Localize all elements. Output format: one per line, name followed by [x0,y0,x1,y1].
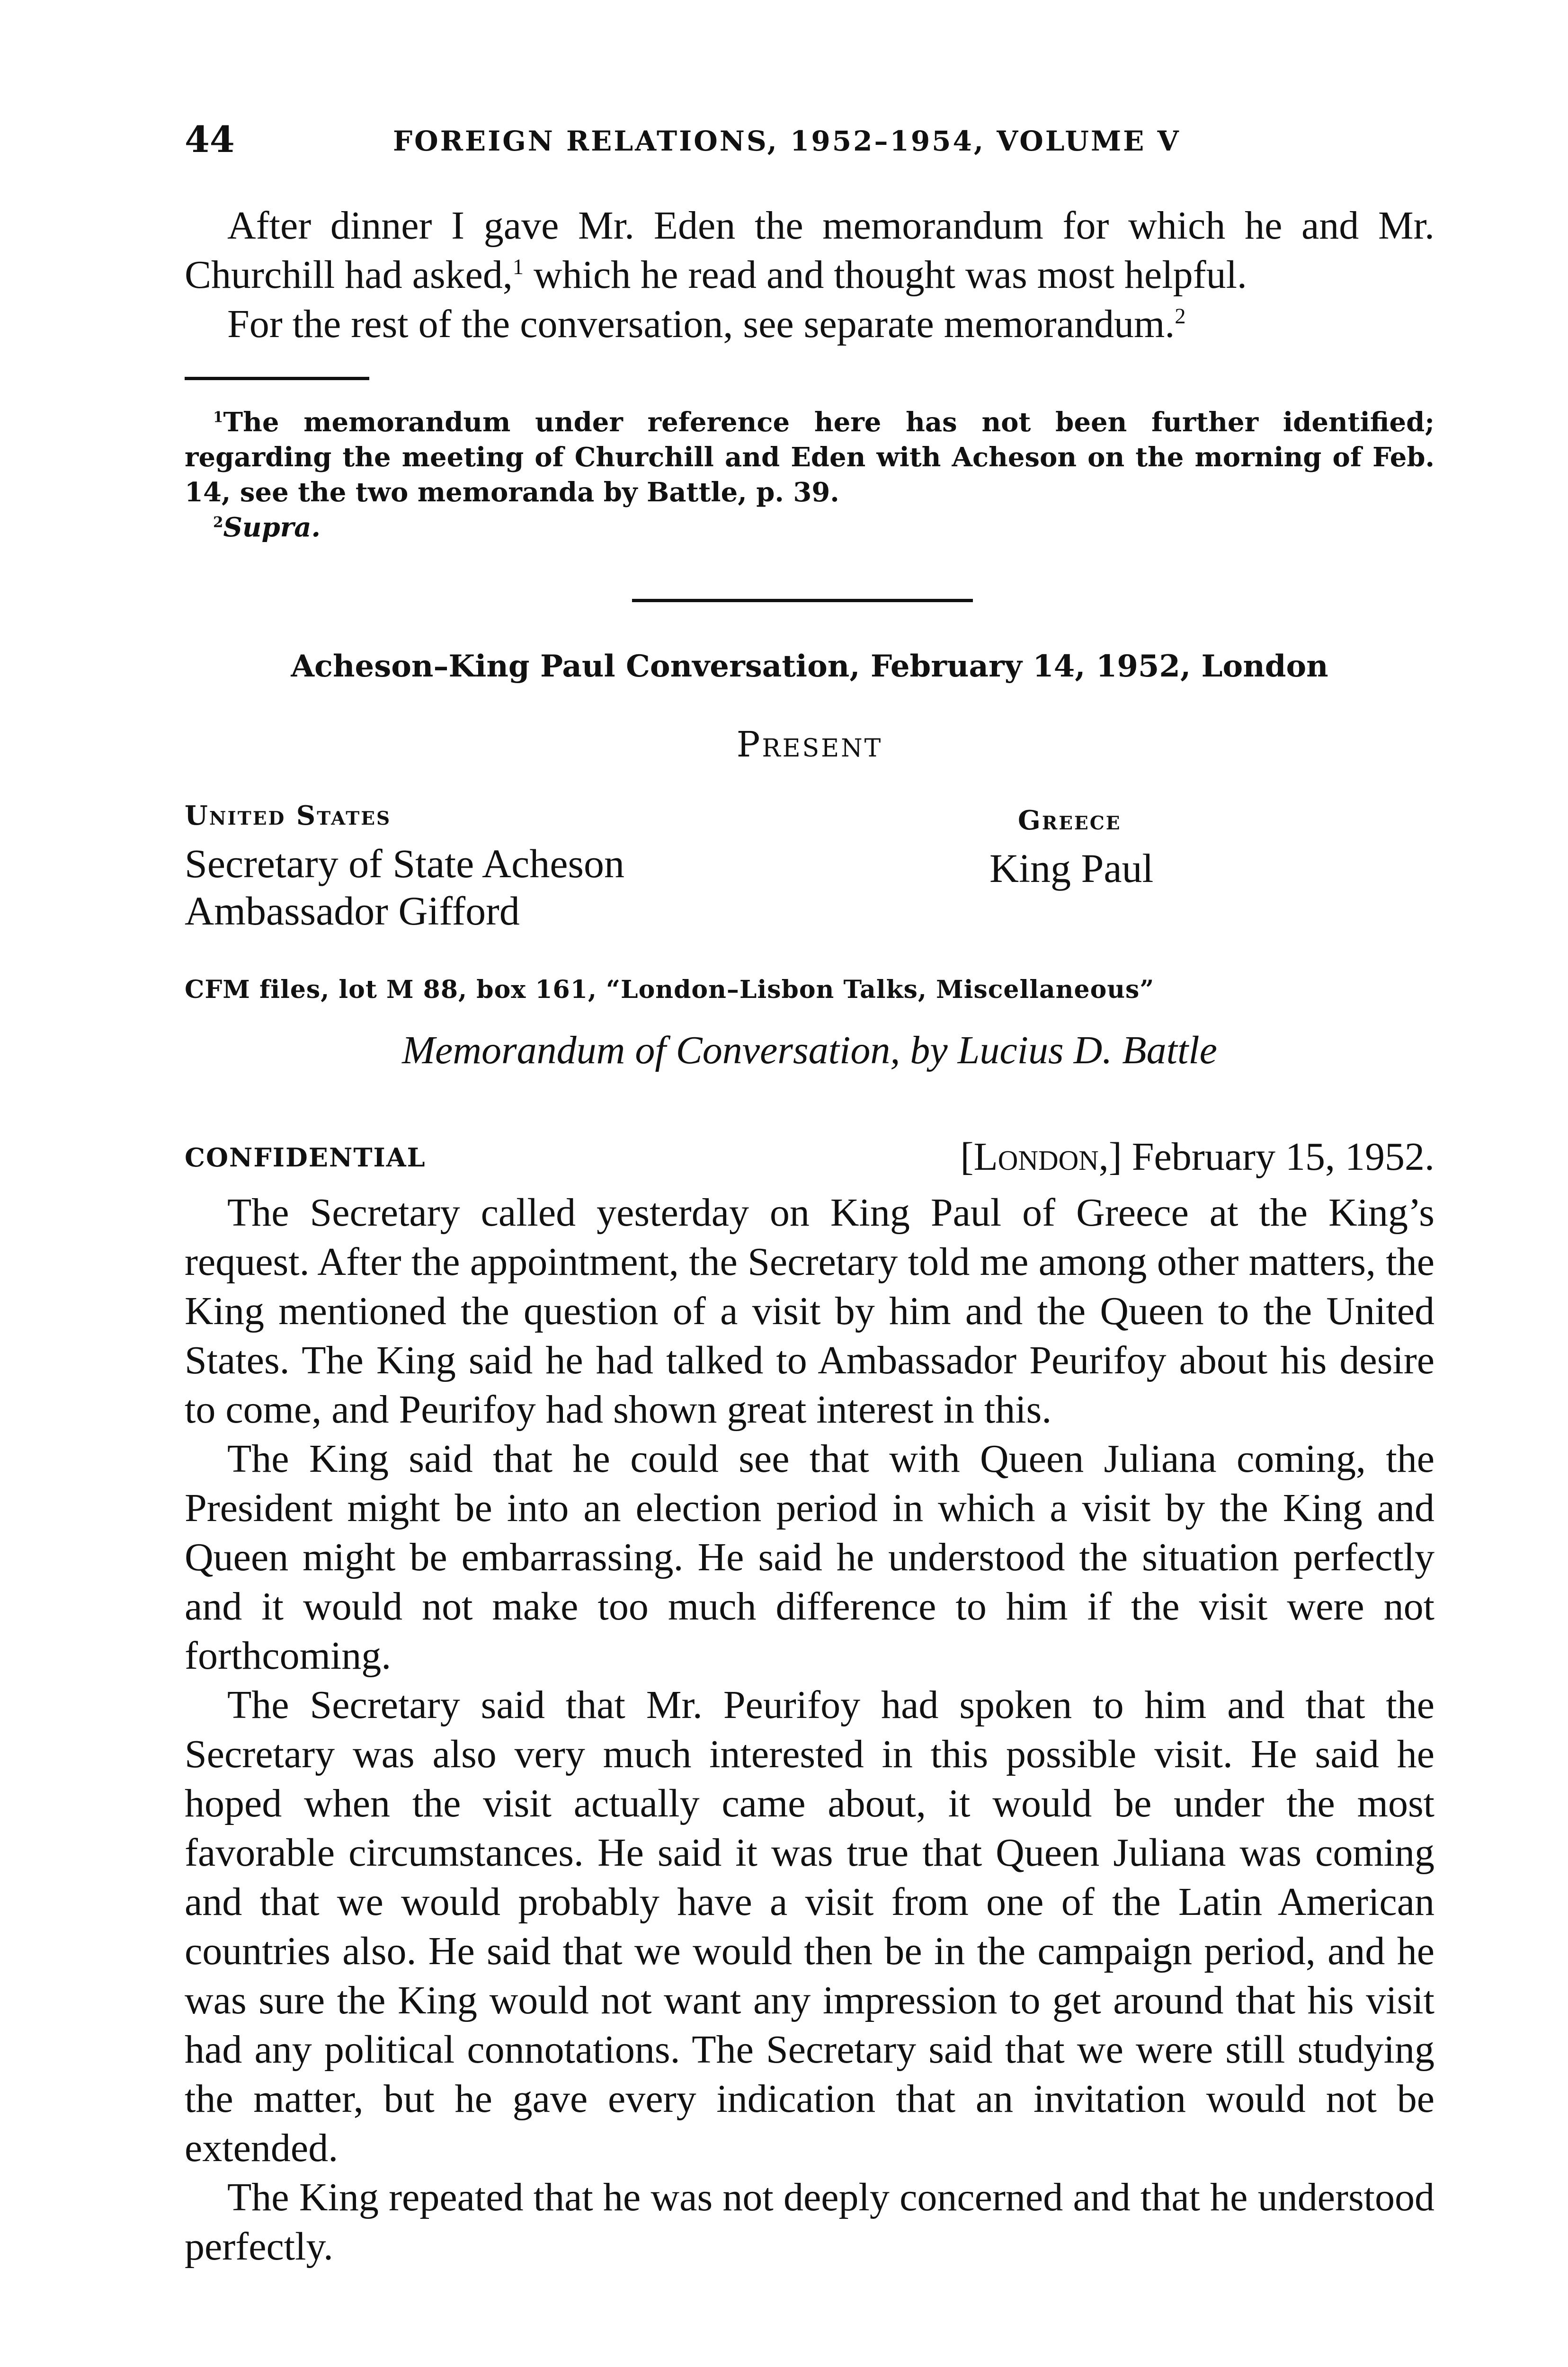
footnote-divider [185,377,369,380]
memo-date [960,1134,1434,1180]
page-header [185,118,1434,161]
footnote [185,510,1434,545]
footnote-text: The memorandum under reference here has not been further identified; regarding the meeting of Churchill and Eden with Acheson on the morning of Feb. 14, see the two memoranda by Battle, p. 39. [185,407,1434,508]
footnotes [185,405,1434,545]
present-heading: Present [736,724,883,765]
intro-paragraph-text: For the rest of the conversation, see separate memorandum. [227,302,1175,346]
memo-date-text: February 15, 1952. [1122,1135,1434,1179]
footnote-ref: 1 [512,255,524,279]
document-page [185,0,1434,2367]
footnote-mark: 2 [213,514,223,531]
footnote-mark: 1 [213,409,223,426]
memo-body [185,1188,1434,2271]
running-head: FOREIGN RELATIONS, 1952–1954, VOLUME V [393,125,1181,157]
intro-text [185,201,1434,349]
memo-paragraph: The Secretary called yesterday on King Paul of Greece at the King’s request. After the appointment, the Secretary told me among other matters, the King mentioned the question of a visit by him and the Queen to the United States. The King said he had talked to Ambassador Peurifoy about his desire to come, and Peurifoy had shown great interest in this. [185,1191,1434,1432]
participants-heading: Greece [1018,805,1122,836]
intro-paragraph [185,300,1434,349]
page-number: 44 [185,118,235,160]
document-title: Acheson–King Paul Conversation, February 14, 1952, London [291,649,1328,684]
intro-paragraph-text: After dinner I gave Mr. Eden the memorandum for which he and Mr. Churchill had asked, [185,204,1434,297]
classification-label: CONFIDENTIAL [185,1142,426,1173]
intro-paragraph [185,201,1434,300]
memo-title: Memorandum of Conversation, by Lucius D. Battle [402,1028,1217,1072]
intro-paragraph-text: which he read and thought was most helpful. [523,253,1247,297]
memo-place: [London,] [960,1135,1122,1179]
section-divider [632,599,973,602]
classification-line [185,1134,1434,1186]
archival-source: CFM files, lot M 88, box 161, “London–Lisbon Talks, Miscellaneous” [185,975,1155,1004]
footnote-text: Supra. [223,512,321,543]
participant-name: King Paul [989,845,1154,891]
memo-paragraph: The Secretary said that Mr. Peurifoy had spoken to him and that the Secretary was also very much interested in this possible visit. He said he hoped when the visit actually came about, it would be under the most favorable circumstances. He said it was true that Queen Juliana was coming and that we would probably have a visit from one of the Latin American countries also. He said that we would then be in the campaign period, and he was sure the King would not want any impression to get around that his visit had any political connotations. The Secretary said that we were still studying the matter, but he gave every indication that an invitation would not be extended. [185,1683,1434,2170]
footnote-ref: 2 [1175,304,1186,328]
participant-name: Ambassador Gifford [185,888,520,934]
footnote [185,405,1434,510]
participant-name: Secretary of State Acheson [185,841,624,886]
participants-united-states [185,800,847,934]
participants-heading: United States [185,800,392,831]
memo-paragraph: The King repeated that he was not deeply concerned and that he understood perfectly. [185,2175,1434,2269]
participants-greece [989,805,1416,892]
memo-paragraph: The King said that he could see that with Queen Juliana coming, the President might be into an election period in which a visit by the King and Queen might be embarrassing. He said he understood the situation perfectly and it would not make too much difference to him if the visit were not forthcoming. [185,1437,1434,1678]
